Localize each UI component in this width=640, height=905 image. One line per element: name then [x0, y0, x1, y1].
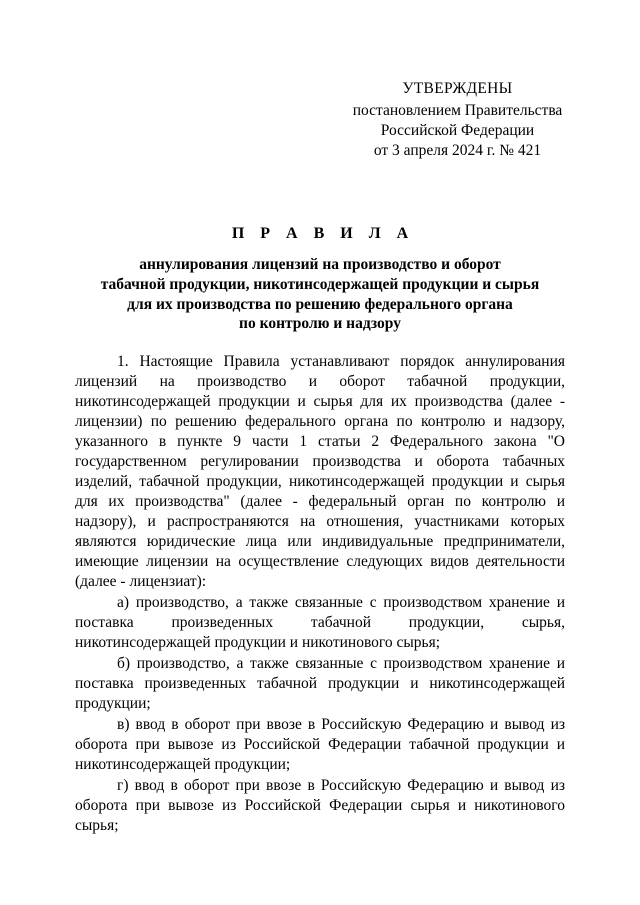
- approval-title: УТВЕРЖДЕНЫ: [402, 80, 513, 97]
- subitem-g: г) ввод в оборот при ввозе в Российскую Федерацию и вывод из оборота при вывозе из Российской Федерации сырья и никотинового сырья;: [75, 777, 565, 834]
- approval-line-2: Российской Федерации: [380, 122, 535, 139]
- subtitle-line-4: по контролю и надзору: [239, 315, 401, 333]
- subtitle-line-3: для их производства по решению федерального органа: [127, 295, 513, 313]
- document-body: [75, 352, 565, 837]
- document-subtitle: [60, 255, 580, 334]
- approval-block: [320, 79, 595, 161]
- document-title: П Р А В И Л А: [231, 225, 415, 242]
- title-block: [60, 225, 580, 334]
- subtitle-line-1: аннулирования лицензий на производство и оборот: [139, 256, 501, 273]
- subitem-v: в) ввод в оборот при ввозе в Российскую Федерацию и вывод из оборота при вывозе из Российской Федерации табачной продукции и никотинсодержащей продукции;: [75, 716, 565, 773]
- approval-line-1: постановлением Правительства: [352, 102, 563, 119]
- approval-line-3: от 3 апреля 2024 г. № 421: [373, 142, 542, 159]
- subtitle-line-2: табачной продукции, никотинсодержащей продукции и сырья: [100, 275, 540, 293]
- subitem-b: б) производство, а также связанные с производством хранение и поставка произведенных табачной продукции и никотинсодержащей продукции;: [75, 655, 565, 712]
- subitem-a: а) производство, а также связанные с производством хранение и поставка произведенных табачной продукции, сырья, никотинсодержащей продукции и никотинового сырья;: [75, 594, 565, 651]
- paragraph-1: 1. Настоящие Правила устанавливают порядок аннулирования лицензий на производство и оборот табачной продукции, никотинсодержащей продукции и сырья для их производства (далее - лицензии) по решению федерального органа по контролю и надзору, указанного в пункте 9 части 1 статьи 2 Федерального закона "О государственном регулировании производства и оборота табачных изделий, табачной продукции, никотинсодержащей продукции и сырья для их производства" (далее - федеральный орган по контролю и надзору), и распространяются на отношения, участниками которых являются юридические лица или индивидуальные предприниматели, имеющие лицензии на осуществление следующих видов деятельности (далее - лицензиат):: [75, 353, 565, 590]
